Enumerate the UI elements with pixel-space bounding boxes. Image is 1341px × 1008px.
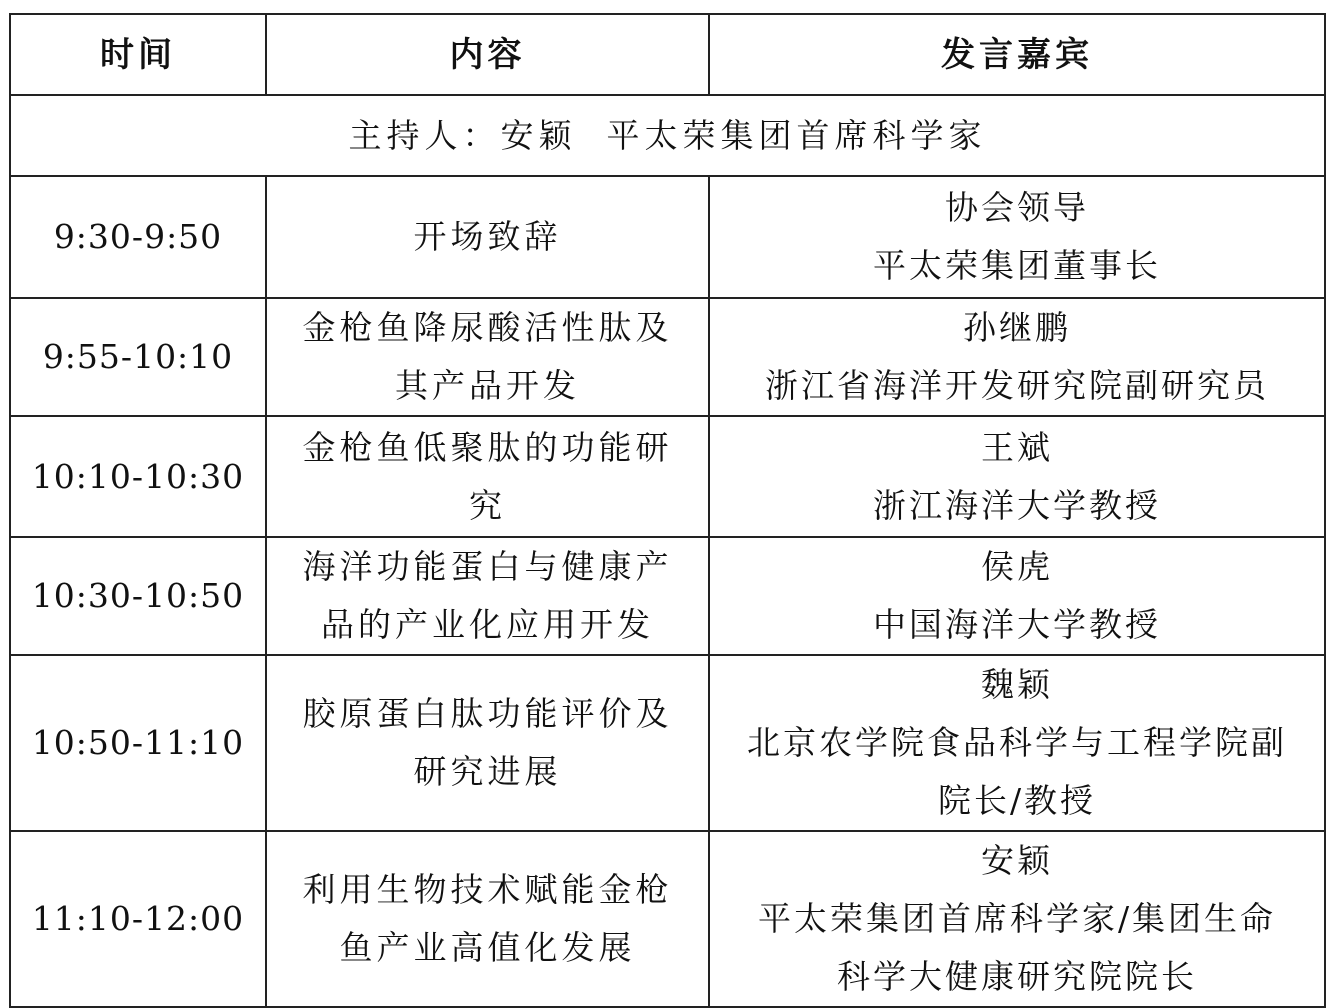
content-line: 海洋功能蛋白与健康产 (302, 547, 673, 586)
speaker-line: 侯虎 (981, 547, 1053, 586)
session-row (10, 176, 1325, 298)
session-time: 9:55-10:10 (10, 298, 266, 416)
session-time: 10:10-10:30 (10, 416, 266, 537)
content-line: 品的产业化应用开发 (321, 605, 654, 644)
content-line: 利用生物技术赋能金枪 (302, 870, 673, 909)
speaker-line: 平太荣集团董事长 (873, 246, 1161, 285)
session-row (10, 655, 1325, 831)
speaker-line: 平太荣集团首席科学家/集团生命 (757, 899, 1277, 938)
session-row (10, 831, 1325, 1007)
header-row (10, 14, 1325, 95)
agenda-table (9, 13, 1326, 1008)
session-content (266, 537, 709, 655)
session-content (266, 416, 709, 537)
session-row (10, 537, 1325, 655)
session-time: 10:30-10:50 (10, 537, 266, 655)
session-time: 11:10-12:00 (10, 831, 266, 1007)
host-label: 主持人： (348, 115, 501, 155)
speaker-line: 中国海洋大学教授 (873, 605, 1161, 644)
host-cell (10, 95, 1325, 176)
session-time: 10:50-11:10 (10, 655, 266, 831)
session-speaker (709, 298, 1325, 416)
speaker-line: 浙江省海洋开发研究院副研究员 (765, 366, 1269, 405)
speaker-line: 科学大健康研究院院长 (837, 957, 1197, 996)
speaker-line: 北京农学院食品科学与工程学院副 (747, 723, 1287, 762)
session-row (10, 416, 1325, 537)
speaker-line: 王斌 (981, 427, 1053, 467)
content-line: 金枪鱼低聚肽的功能研 (302, 427, 673, 467)
content-line: 研究进展 (413, 752, 562, 791)
session-content (266, 176, 709, 298)
session-content (266, 831, 709, 1007)
session-content (266, 655, 709, 831)
session-speaker (709, 655, 1325, 831)
host-row (10, 95, 1325, 176)
content-line: 开场致辞 (413, 217, 562, 256)
host-name: 安颖 (500, 115, 577, 155)
session-speaker (709, 537, 1325, 655)
session-speaker (709, 416, 1325, 537)
content-line: 金枪鱼降尿酸活性肽及 (302, 308, 673, 347)
session-speaker (709, 176, 1325, 298)
session-row (10, 298, 1325, 416)
speaker-line: 魏颖 (981, 665, 1053, 704)
speaker-line: 院长/教授 (937, 781, 1097, 820)
content-line: 其产品开发 (395, 366, 580, 405)
content-line: 鱼产业高值化发展 (339, 928, 636, 967)
header-time: 时间 (10, 14, 266, 95)
content-line: 究 (469, 485, 506, 525)
speaker-line: 协会领导 (945, 188, 1089, 227)
content-line: 胶原蛋白肽功能评价及 (302, 694, 673, 733)
header-speaker: 发言嘉宾 (709, 14, 1325, 95)
session-content (266, 298, 709, 416)
speaker-line: 孙继鹏 (963, 308, 1071, 347)
speaker-line: 浙江海洋大学教授 (873, 485, 1161, 525)
host-title: 平太荣集团首席科学家 (606, 115, 987, 155)
header-content: 内容 (266, 14, 709, 95)
session-speaker (709, 831, 1325, 1007)
session-time: 9:30-9:50 (10, 176, 266, 298)
speaker-line: 安颖 (981, 841, 1053, 880)
